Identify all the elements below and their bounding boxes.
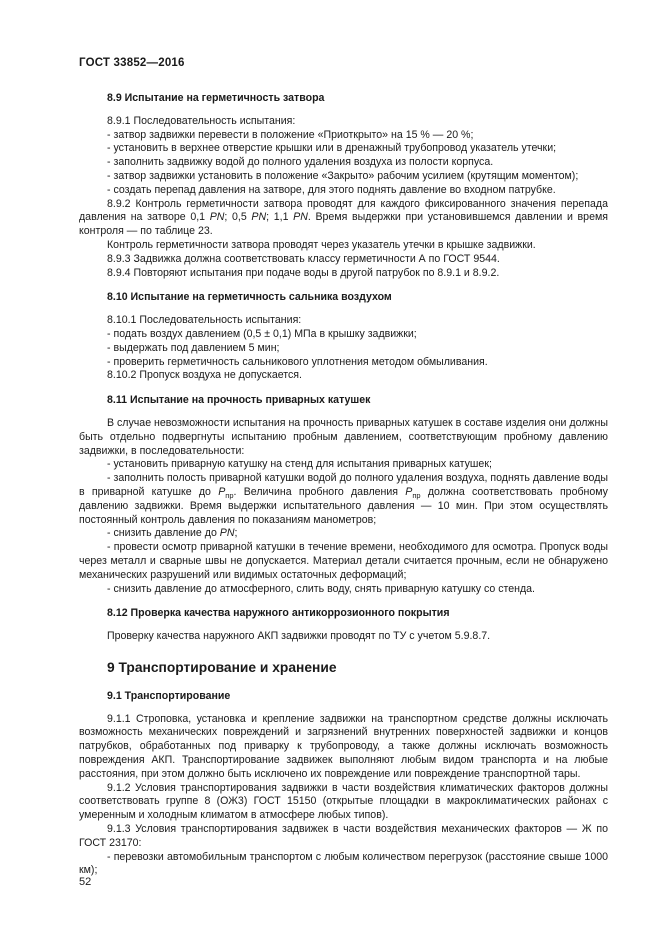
section-8-11-title: 8.11 Испытание на прочность приварных катушек — [107, 394, 371, 407]
list-item: - снизить давление до PN; — [107, 527, 238, 540]
paragraph: 9.1.3 Условия транспортирования задвижек в части воздействия механических факторов — Ж по ГОСТ 23170: — [79, 823, 608, 849]
list-item: - выдержать под давлением 5 мин; — [107, 341, 280, 354]
list-item: - заполнить полость приварной катушки водой до полного удаления воздуха, поднять давление воды в приварной катушке до $P_{пр}$. Величина пробного давления $P_{пр}$ должна соответствовать пробному давлению задвижки. Время выдержки испытательного давления — 10 мин. При этом осуществлять постоянный контроль давления по показаниям манометров; — [79, 472, 608, 526]
paragraph: 8.9.4 Повторяют испытания при подаче воды в другой патрубок по 8.9.1 и 8.9.2. — [107, 266, 500, 279]
paragraph: 9.1.2 Условия транспортирования задвижки в части воздействия климатических факторов должны соответствовать группе 8 (ОЖ3) ГОСТ 15150 (открытые площадки в макроклиматических районах с умеренным и холодным климатом в атмосфере любых типов). — [79, 781, 608, 822]
paragraph: 8.10.1 Последовательность испытания: — [107, 314, 302, 327]
section-8-12-title: 8.12 Проверка качества наружного антикоррозионного покрытия — [107, 607, 450, 620]
page-content — [79, 92, 608, 878]
list-item: - снизить давление до атмосферного, слить воду, снять приварную катушку со стенда. — [107, 582, 535, 595]
list-item: - проверить герметичность сальникового уплотнения методом обмыливания. — [107, 355, 488, 368]
list-item: - затвор задвижки перевести в положение «Приоткрыто» на 15 % — 20 %; — [107, 128, 474, 141]
page-number: 52 — [79, 876, 92, 888]
section-8-10-title: 8.10 Испытание на герметичность сальника воздухом — [107, 291, 392, 304]
document-code: ГОСТ 33852—2016 — [79, 57, 185, 69]
section-8-9-title: 8.9 Испытание на герметичность затвора — [107, 92, 325, 104]
list-item: - затвор задвижки установить в положение «Закрыто» рабочим усилием (крутящим моментом); — [107, 169, 579, 182]
paragraph: 8.10.2 Пропуск воздуха не допускается. — [107, 369, 302, 382]
paragraph: 9.1.1 Строповка, установка и крепление задвижки на транспортном средстве должны исключать возможность механических повреждений и загрязнений внутренних поверхностей задвижки и концов патрубков, обработанных под приварку к трубопроводу, а также должны исключать возможность повреждения АКП. Транспортирование задвижек выполняют любым видом транспорта и на любые расстояния, при этом должно быть исключено их повреждение или повреждение транспортной тары. — [79, 712, 608, 780]
paragraph: Проверку качества наружного АКП задвижки проводят по ТУ с учетом 5.9.8.7. — [107, 630, 491, 643]
section-9-title: 9 Транспортирование и хранение — [107, 659, 337, 675]
list-item: - подать воздух давлением (0,5 ± 0,1) МПа в крышку задвижки; — [107, 327, 417, 340]
list-item: - создать перепад давления на затворе, для этого поднять давление во входном патрубке. — [107, 183, 556, 196]
paragraph: 8.9.3 Задвижка должна соответствовать классу герметичности А по ГОСТ 9544. — [107, 252, 500, 265]
list-item: - заполнить задвижку водой до полного удаления воздуха из полости корпуса. — [107, 156, 494, 169]
list-item: - установить приварную катушку на стенд для испытания приварных катушек; — [107, 458, 492, 471]
paragraph: 8.9.2 Контроль герметичности затвора проводят для каждого фиксированного значения перепада давления на затворе 0,1 PN; 0,5 PN; 1,1 PN. Время выдержки при установившемся давлении и время контроля — по таблице 23. — [79, 197, 608, 238]
list-item: - установить в верхнее отверстие крышки или в дренажный трубопровод указатель утечки; — [107, 142, 557, 155]
paragraph: В случае невозможности испытания на прочность приварных катушек в составе изделия они должны быть отдельно подвергнуты испытанию пробным давлением, соответствующим пробному давлению задвижки, в последовательности: — [79, 416, 608, 457]
list-item: - перевозки автомобильным транспортом с любым количеством перегрузок (расстояние свыше 1000 км); — [79, 850, 608, 877]
section-9-1-title: 9.1 Транспортирование — [107, 689, 231, 702]
list-item: - провести осмотр приварной катушки в течение времени, необходимого для осмотра. Пропуск воды через металл и сварные швы не допускается. Материал детали считается прочным, если не обнаружено механических разрушений или видимых остаточных деформаций; — [79, 541, 608, 581]
paragraph: 8.9.1 Последовательность испытания: — [107, 114, 296, 127]
paragraph: Контроль герметичности затвора проводят через указатель утечки в крышке задвижки. — [107, 238, 536, 251]
